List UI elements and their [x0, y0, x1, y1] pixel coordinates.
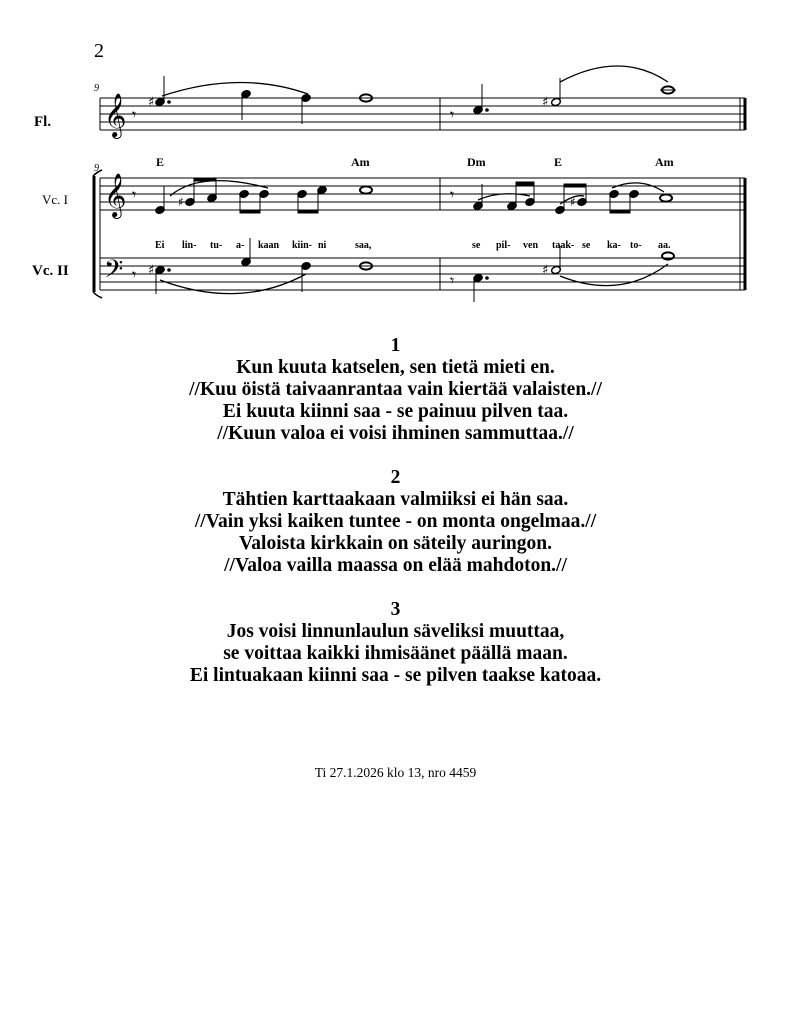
staff-cello2	[100, 258, 745, 290]
sharp-icon: ♯	[178, 195, 184, 209]
eighth-rest-icon: 𝄾	[450, 185, 455, 204]
music-score	[0, 0, 791, 320]
bass-clef-icon: 𝄢	[104, 255, 124, 290]
syllable: taak-	[552, 240, 575, 251]
syllable: se	[472, 240, 481, 251]
syllable: ven	[523, 240, 538, 251]
sharp-icon: ♯	[148, 95, 155, 110]
chord-label: Am	[351, 155, 370, 169]
sharp-icon: ♯	[542, 95, 549, 110]
verse-1	[0, 335, 791, 445]
staff-bracket	[93, 170, 102, 298]
eighth-rest-icon: 𝄾	[132, 265, 137, 284]
page-number: 2	[94, 40, 104, 62]
cello1-notes	[132, 178, 672, 215]
syllable: pil-	[496, 240, 511, 251]
verse-line: se voittaa kaikki ihmisäänet päällä maan.	[223, 643, 568, 664]
syllable: a-	[236, 240, 245, 251]
verse-line: Valoista kirkkain on säteily auringon.	[239, 533, 552, 554]
verse-number: 3	[390, 599, 401, 620]
syllable: ni	[318, 240, 327, 251]
verse-line: Ei lintuakaan kiinni saa - se pilven taakse katoaa.	[189, 665, 602, 686]
verse-number: 2	[390, 467, 401, 488]
lyrics-syllables	[155, 240, 671, 251]
verse-line: Tähtien karttaakaan valmiiksi ei hän saa.	[222, 489, 569, 510]
staff-flute	[100, 98, 745, 130]
chord-label: E	[554, 155, 563, 169]
treble-clef-icon: 𝄞	[104, 173, 127, 217]
chord-label: Am	[655, 155, 674, 169]
sharp-icon: ♯	[148, 263, 155, 278]
syllable: ka-	[607, 240, 621, 251]
chord-label: E	[156, 155, 165, 169]
syllable: kaan	[258, 240, 280, 251]
eighth-rest-icon: 𝄾	[450, 271, 455, 290]
eighth-rest-icon: 𝄾	[450, 105, 455, 124]
measure-number-cello1: 9	[94, 163, 99, 174]
verse-line: Kun kuuta katselen, sen tietä mieti en.	[236, 357, 555, 378]
label-flute: Fl.	[34, 114, 52, 130]
syllable: lin-	[182, 240, 197, 251]
syllable: se	[582, 240, 591, 251]
flute-notes	[132, 66, 676, 124]
syllable: aa.	[658, 240, 671, 251]
syllable: kiin-	[292, 240, 313, 251]
treble-clef-icon: 𝄞	[104, 93, 127, 137]
syllable: to-	[630, 240, 642, 251]
eighth-rest-icon: 𝄾	[132, 185, 137, 204]
label-cello1: Vc. I	[42, 192, 68, 207]
syllable: Ei	[155, 240, 165, 251]
measure-number-flute: 9	[94, 83, 99, 94]
chord-label: Dm	[467, 155, 486, 169]
sharp-icon: ♯	[542, 263, 549, 278]
verse-line: //Vain yksi kaiken tuntee - on monta ongelmaa.//	[194, 511, 597, 532]
eighth-rest-icon: 𝄾	[132, 105, 137, 124]
verse-line: //Valoa vailla maassa on elää mahdoton.//	[224, 555, 567, 576]
song-lyrics	[0, 335, 791, 709]
verse-line: Jos voisi linnunlaulun säveliksi muuttaa,	[226, 621, 565, 642]
verse-line: Ei kuuta kiinni saa - se painuu pilven taa.	[222, 401, 569, 422]
verse-line: //Kuun valoa ei voisi ihminen sammuttaa.//	[217, 423, 574, 444]
syllable: tu-	[210, 240, 223, 251]
verse-line: //Kuu öistä taivaanrantaa vain kiertää valaisten.//	[189, 379, 602, 400]
sharp-icon: ♯	[570, 195, 576, 209]
verse-2	[0, 467, 791, 577]
syllable: saa,	[355, 240, 372, 251]
footer-date: Ti 27.1.2026 klo 13, nro 4459	[314, 765, 477, 780]
label-cello2: Vc. II	[32, 263, 69, 279]
verse-number: 1	[390, 335, 401, 356]
verse-3	[0, 599, 791, 687]
